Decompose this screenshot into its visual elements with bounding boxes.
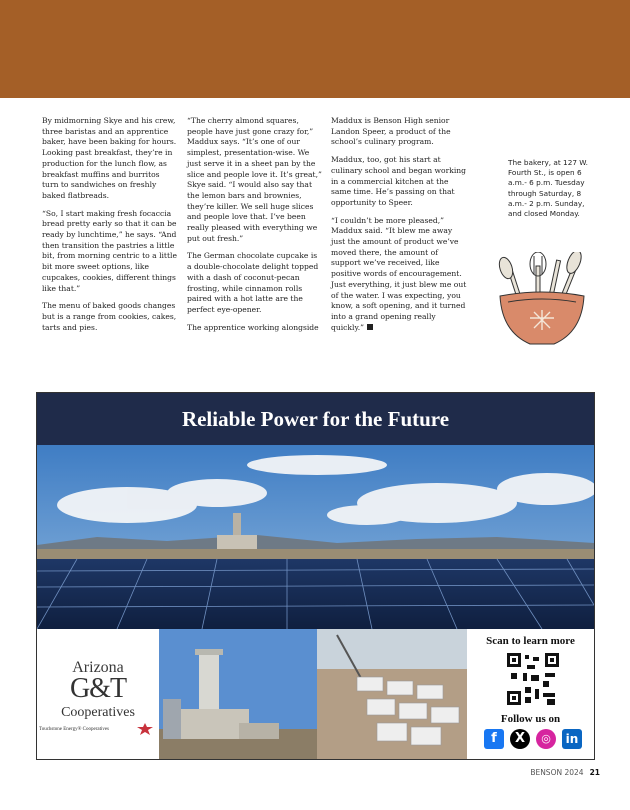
mixing-bowl-utensils-illustration [490,252,594,352]
paragraph: By midmorning Skye and his crew, three baristas and an apprentice baker, have been baking for hours. Looking past breakfast, they’re in production for the lunch flow, as breakfast muffins and burritos turn to sandwiches on freshly baked flatbreads. [42,116,177,200]
follow-label: Follow us on [500,713,561,725]
logo-text: G&T [69,673,127,704]
x-icon[interactable]: X [510,729,530,749]
paragraph: “The cherry almond squares, people have just gone crazy for,” Maddux says. “It’s one of our simplest, presentation-wise. We just serve it in a sheet pan by the slice and people love it. It’s great,” Skye said. “I would also say that the lemon bars and brownies, they’re killer. We sell huge slices and people love that. I’ve been really pleased with everything we put out fresh.” [187,116,322,243]
logo-text: Cooperatives [61,705,135,720]
linkedin-icon[interactable]: in [562,729,582,749]
arizona-gt-logo [37,629,159,759]
article-column-2 [187,116,323,340]
touchstone-star-icon [136,723,154,735]
header-color-band [0,0,630,98]
power-advertisement[interactable] [36,392,595,760]
qr-code[interactable] [507,653,559,705]
article-column-1 [42,116,178,340]
logo-tagline: Touchstone Energy® Cooperatives [39,727,110,732]
solar-farm-photo [37,445,594,629]
paragraph: The menu of baked goods changes but is a range from cookies, cakes, tarts and pies. [42,301,177,332]
article-column-3 [331,116,467,340]
ad-headline: Reliable Power for the Future [37,393,594,445]
paragraph: The apprentice working alongside [187,322,319,332]
logo-text: Arizona [72,659,124,676]
end-mark-icon [367,324,373,330]
paragraph [331,216,467,334]
facebook-icon[interactable]: f [484,729,504,749]
scan-label: Scan to learn more [486,635,575,647]
bakery-info-sidebar: The bakery, at 127 W. Fourth St., is open 6 a.m.- 6 p.m. Tuesday through Saturday, 8 a.m.- 2 p.m. Sunday, and closed Monday. [508,158,589,219]
instagram-icon[interactable]: ◎ [536,729,556,749]
paragraph: “So, I start making fresh focaccia bread pretty early so that it can be ready by lunchtime,” he says. “And then transition the pastries a little bit, from morning centric to a little bit more sweet options, like cupcakes, cookies, different things like that.” [42,208,177,293]
battery-storage-photo [317,629,467,759]
paragraph: Maddux, too, got his start at culinary school and began working in a commercial kitchen at the same time. He’s passing on that opportunity to Speer. [331,155,467,207]
power-plant-photo [159,629,317,759]
paragraph-text: “I couldn’t be more pleased,” Maddux said. “It blew me away just the amount of product we’ve moved there, the amount of support we’ve received, like positive words of encouragement. Just everything, it just blew me out of the water. I was expecting, you know, a soft opening, and it turned into a grand opening really quickly.” [331,215,467,332]
page-number: 21 [589,768,600,777]
paragraph: Maddux is Benson High senior Landon Speer, a product of the school’s culinary program. [331,116,451,147]
section-name: BENSON 2024 [530,768,584,777]
page-footer [500,768,600,777]
scan-panel [467,629,594,759]
paragraph: The German chocolate cupcake is a double-chocolate delight topped with a dash of coconut-pecan frosting, while cinnamon rolls paired with a hot latte are the perfect eye-opener. [187,251,319,314]
